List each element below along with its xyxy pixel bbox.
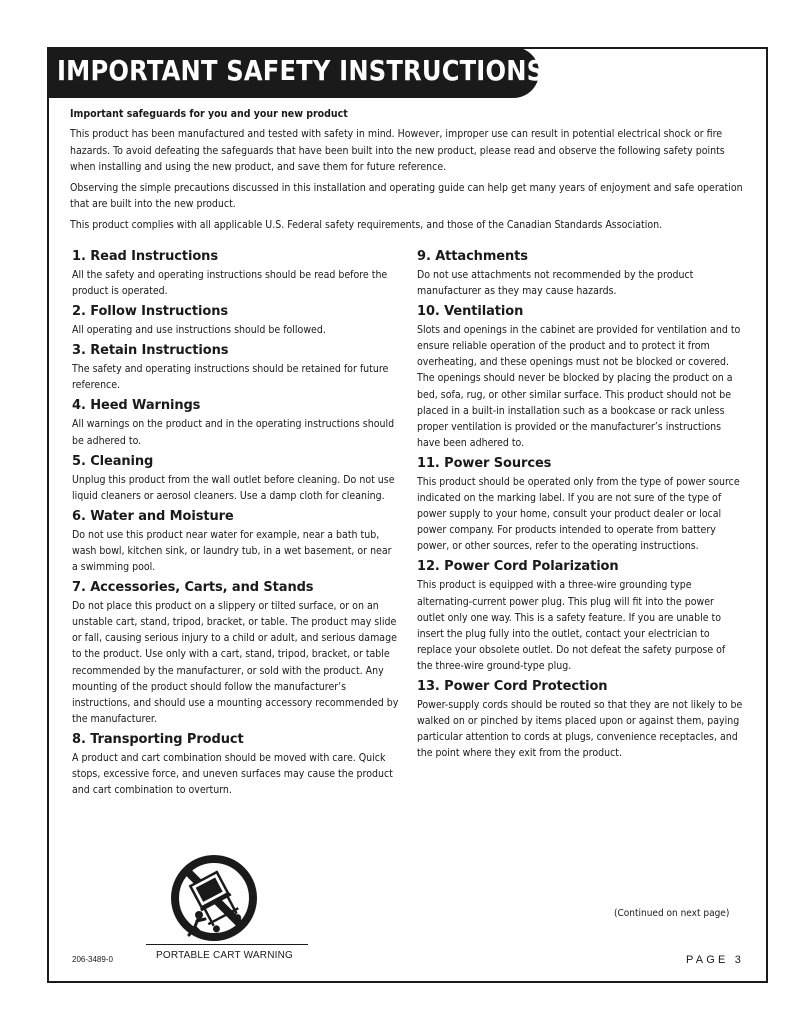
section-title: 11. Power Sources <box>417 455 552 471</box>
intro-paragraph: Observing the simple precautions discussed in this installation and operating guide can help get many years of enjoyment and safe operation that are built into the new product. <box>70 181 743 210</box>
section-title: 3. Retain Instructions <box>72 343 229 359</box>
section-body: Do not use this product near water for example, near a bath tub, wash bowl, kitchen sink, or laundry tub, in a wet basement, or near a swimming pool. <box>72 528 392 574</box>
section-body: All the safety and operating instructions should be read before the product is operated. <box>72 269 388 298</box>
section-title: 10. Ventilation <box>417 304 524 320</box>
section-transporting <box>72 730 400 798</box>
section-title: 6. Water and Moisture <box>72 508 234 524</box>
section-accessories <box>72 578 400 727</box>
page-title: IMPORTANT SAFETY INSTRUCTIONS <box>57 55 545 87</box>
section-title: 13. Power Cord Protection <box>417 678 608 694</box>
section-title: 12. Power Cord Polarization <box>417 559 619 575</box>
cart-caption: PORTABLE CART WARNING <box>156 950 294 961</box>
continued-note: (Continued on next page) <box>614 908 730 919</box>
section-power-cord-protection <box>417 677 743 761</box>
section-read-instructions <box>72 247 400 299</box>
intro-paragraph: This product complies with all applicable U.S. Federal safety requirements, and those of the Canadian Standards Association. <box>70 218 663 231</box>
section-water-moisture <box>72 507 400 575</box>
section-body: Power-supply cords should be routed so that they are not likely to be walked on or pinched by items placed upon or against them, paying particular attention to cords at plugs, convenience receptacles, and the point where they exit from the product. <box>417 698 743 760</box>
section-attachments <box>417 247 743 299</box>
section-body: The safety and operating instructions should be retained for future reference. <box>72 363 389 392</box>
section-body: Do not place this product on a slippery or tilted surface, or on an unstable cart, stand, tripod, bracket, or table. The product may slide or fall, causing serious injury to a child or adult, and serious damage to the product. Use only with a cart, stand, tripod, bracket, or table recommended by the manufacturer, or sold with the product. Any mounting of the product should follow the manufacturer’s instructions, and should use a mounting accessory recommended by the manufacturer. <box>72 600 399 725</box>
portable-cart-warning-icon <box>169 853 259 943</box>
section-title: 8. Transporting Product <box>72 731 244 747</box>
section-heed-warnings <box>72 396 400 448</box>
section-title: 2. Follow Instructions <box>72 304 228 320</box>
section-title: 7. Accessories, Carts, and Stands <box>72 580 314 596</box>
cart-caption-rule <box>146 944 308 945</box>
section-title: 5. Cleaning <box>72 453 154 469</box>
section-title: 1. Read Instructions <box>72 249 218 264</box>
page-number: PAGE 3 <box>686 954 745 966</box>
section-power-sources <box>417 454 743 554</box>
section-retain-instructions <box>72 341 400 393</box>
left-column <box>72 247 400 801</box>
section-body: This product is equipped with a three-wire grounding type alternating-current power plug. This plug will fit into the power outlet only one way. This is a safety feature. If you are unable to insert the plug fully into the outlet, contact your electrician to replace your obsolete outlet. Do not defeat the safety purpose of the three-wire ground-type plug. <box>417 579 726 672</box>
section-body: Unplug this product from the wall outlet before cleaning. Do not use liquid cleaners or aerosol cleaners. Use a damp cloth for cleaning. <box>72 473 395 502</box>
section-title: 9. Attachments <box>417 249 528 264</box>
section-ventilation <box>417 302 743 451</box>
section-body: This product should be operated only from the type of power source indicated on the marking label. If you are not sure of the type of power supply to your home, consult your product dealer or local power company. For products intended to operate from battery power, or other sources, refer to the operating instructions. <box>417 475 740 553</box>
section-title: 4. Heed Warnings <box>72 398 201 414</box>
section-body: All warnings on the product and in the operating instructions should be adhered to. <box>72 418 395 447</box>
intro-block <box>70 107 745 237</box>
section-cleaning <box>72 452 400 504</box>
section-body: A product and cart combination should be moved with care. Quick stops, excessive force, and uneven surfaces may cause the product and cart combination to overturn. <box>72 751 393 797</box>
right-column <box>417 247 743 764</box>
intro-paragraph: This product has been manufactured and tested with safety in mind. However, improper use can result in potential electrical shock or fire hazards. To avoid defeating the safeguards that have been built into the new product, please read and observe the following safety points when installing and using the new product, and save them for future reference. <box>70 128 725 173</box>
section-body: Do not use attachments not recommended by the product manufacturer as they may cause hazards. <box>417 269 694 298</box>
section-power-cord-polarization <box>417 557 743 674</box>
document-number: 206-3489-0 <box>72 955 113 964</box>
section-body: Slots and openings in the cabinet are provided for ventilation and to ensure reliable operation of the product and to protect it from overheating, and these openings must not be blocked or covered. The openings should never be blocked by placing the product on a bed, sofa, rug, or other similar surface. This product should not be placed in a built-in installation such as a bookcase or rack unless proper ventilation is provided or the manufacturer’s instructions have been adhered to. <box>417 324 741 449</box>
section-follow-instructions <box>72 302 400 338</box>
intro-heading: Important safeguards for you and your new product <box>70 108 348 120</box>
section-body: All operating and use instructions should be followed. <box>72 324 326 337</box>
